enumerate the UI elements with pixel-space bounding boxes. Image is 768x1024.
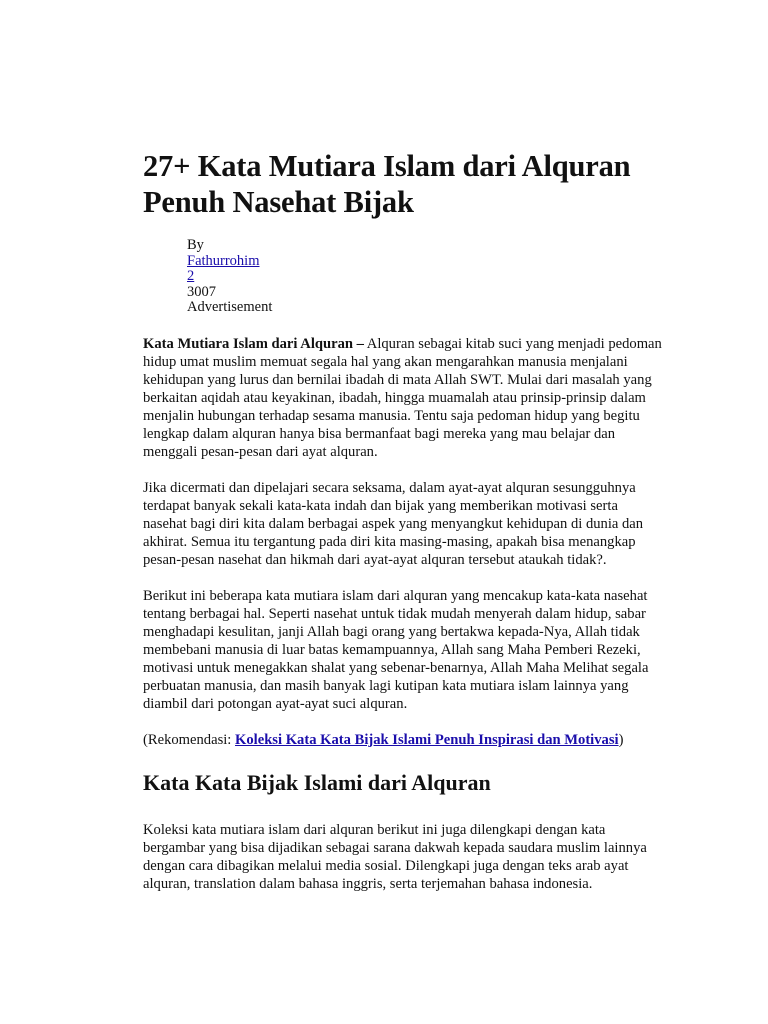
article xyxy=(143,148,663,893)
author-link[interactable]: Fathurrohim xyxy=(187,252,260,269)
article-title: 27+ Kata Mutiara Islam dari Alquran Penuh Nasehat Bijak xyxy=(143,149,631,219)
paragraph-3: Berikut ini beberapa kata mutiara islam dari alquran yang mencakup kata-kata nasehat tentang berbagai hal. Seperti nasehat untuk tidak mudah menyerah dalam hidup, sabar menghadapi kesulitan, janji Allah bagi orang yang bertakwa kepada-Nya, Allah tidak membebani manusia di luar batas kemampuannya, Allah sang Maha Pemberi Rezeki, motivasi untuk menegakkan shalat yang sebenar-benarnya, Allah Maha Melihat segala perbuatan manusia, dan masih banyak lagi kutipan kata mutiara islam lainnya yang diambil dari potongan ayat-ayat suci alquran. xyxy=(143,587,649,712)
recommendation-paragraph xyxy=(143,731,663,749)
byline xyxy=(187,238,663,316)
paragraph-2: Jika dicermati dan dipelajari secara seksama, dalam ayat-ayat alquran sesungguhnya terdapat banyak sekali kata-kata indah dan bijak yang memberikan motivasi serta nasehat bagi diri kita dalam berbagai aspek yang menyangkut kehidupan di dunia dan akhirat. Semua itu tergantung pada diri kita masing-masing, apakah bisa menangkap pesan-pesan nasehat dan hikmah dari ayat-ayat alquran tersebut ataukah tidak?. xyxy=(143,479,644,568)
intro-paragraph xyxy=(143,335,663,461)
views-count: 3007 xyxy=(187,283,216,300)
intro-text: Alquran sebagai kitab suci yang menjadi pedoman hidup umat muslim memuat segala hal yang akan mengarahkan manusia menjalani kehidupan yang lurus dan bernilai ibadah di mata Allah SWT. Mulai dari masalah yang berkaitan aqidah atau keyakinan, ibadah, hingga muamalah atau prinsip-prinsip dalam menjalin hubungan terhadap sesama manusia. Tentu saja pedoman hidup yang begitu lengkap dalam alquran hanya bisa bermanfaat bagi mereka yang mau belajar dan menggali pesan-pesan dari ayat alquran. xyxy=(143,335,662,460)
intro-bold-lead: Kata Mutiara Islam dari Alquran – xyxy=(143,335,364,352)
recommendation-prefix: (Rekomendasi: xyxy=(143,731,236,748)
byline-by-label: By xyxy=(187,237,204,253)
recommendation-suffix: ) xyxy=(618,731,624,748)
recommendation-link[interactable]: Koleksi Kata Kata Bijak Islami Penuh Inspirasi dan Motivasi xyxy=(235,731,619,748)
paragraph-5: Koleksi kata mutiara islam dari alquran berikut ini juga dilengkapi dengan kata bergambar yang bisa dijadikan sebagai sarana dakwah kepada saudara muslim lainnya dengan cara dibagikan melalui media sosial. Dilengkapi juga dengan teks arab ayat alquran, translation dalam bahasa inggris, serta terjemahan bahasa indonesia. xyxy=(143,821,647,892)
advertisement-label: Advertisement xyxy=(187,299,273,315)
section-heading: Kata Kata Bijak Islami dari Alquran xyxy=(143,769,491,795)
comments-count-link[interactable]: 2 xyxy=(187,268,195,284)
